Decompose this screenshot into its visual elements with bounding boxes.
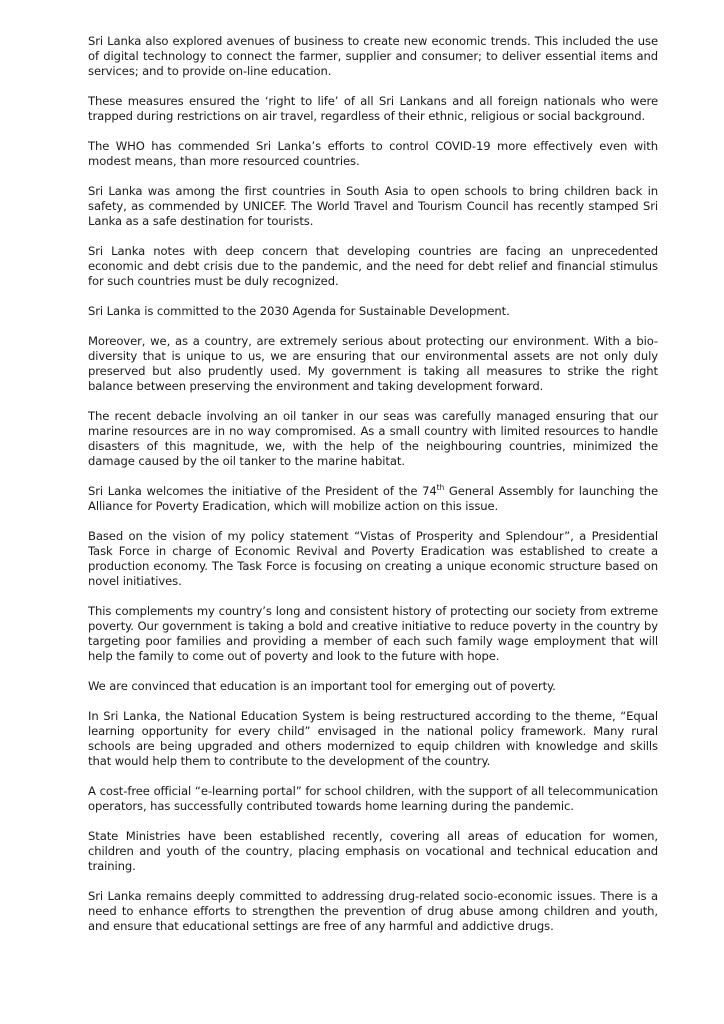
paragraph-state-ministries: State Ministries have been established recently, covering all areas of education for women, children and youth of the country, placing emphasis on vocational and technical education and training. xyxy=(88,829,658,873)
paragraph-environment: Moreover, we, as a country, are extremely serious about protecting our environment. With a bio-diversity that is unique to us, we are ensuring that our environmental assets are not only duly preserved but also prudently used. My government is taking all measures to strike the right balance between preserving the environment and taking development forward. xyxy=(88,334,658,393)
paragraph-poverty-history: This complements my country’s long and consistent history of protecting our society from extreme poverty. Our government is taking a bold and creative initiative to reduce poverty in the country by targeting poor families and providing a member of each such family wage employment that will help the family to come out of poverty and look to the future with hope. xyxy=(88,604,658,663)
paragraph-business-trends: Sri Lanka also explored avenues of business to create new economic trends. This included the use of digital technology to connect the farmer, supplier and consumer; to deliver essential items and services; and to provide on-line education. xyxy=(88,34,658,78)
paragraph-poverty-alliance xyxy=(88,484,658,514)
paragraph-oil-tanker: The recent debacle involving an oil tanker in our seas was carefully managed ensuring that our marine resources are in no way compromised. As a small country with limited resources to handle disasters of this magnitude, we, with the help of the neighbouring countries, minimized the damage caused by the oil tanker to the marine habitat. xyxy=(88,409,658,468)
paragraph-national-education: In Sri Lanka, the National Education System is being restructured according to the theme, “Equal learning opportunity for every child” envisaged in the national policy framework. Many rural schools are being upgraded and others modernized to equip children with knowledge and skills that would help them to contribute to the development of the country. xyxy=(88,709,658,768)
paragraph-text-before: Sri Lanka welcomes the initiative of the President of the 74 xyxy=(88,484,437,498)
paragraph-2030-agenda: Sri Lanka is committed to the 2030 Agenda for Sustainable Development. xyxy=(88,304,510,318)
paragraph-schools-reopening: Sri Lanka was among the first countries in South Asia to open schools to bring children back in safety, as commended by UNICEF. The World Travel and Tourism Council has recently stamped Sri Lanka as a safe destination for tourists. xyxy=(88,184,658,228)
document-page xyxy=(88,34,658,949)
paragraph-e-learning: A cost-free official “e-learning portal” for school children, with the support of all telecommunication operators, has successfully contributed towards home learning during the pandemic. xyxy=(88,784,658,813)
paragraph-text-after: General Assembly for launching the Alliance for Poverty Eradication, which will mobilize action on this issue. xyxy=(88,484,659,513)
paragraph-right-to-life: These measures ensured the ‘right to life’ of all Sri Lankans and all foreign nationals who were trapped during restrictions on air travel, regardless of their ethnic, religious or social background. xyxy=(88,94,658,123)
ordinal-superscript: th xyxy=(436,483,445,492)
paragraph-drug-issues: Sri Lanka remains deeply committed to addressing drug-related socio-economic issues. There is a need to enhance efforts to strengthen the prevention of drug abuse among children and youth, and ensure that educational settings are free of any harmful and addictive drugs. xyxy=(88,889,658,933)
paragraph-task-force: Based on the vision of my policy statement “Vistas of Prosperity and Splendour”, a Presidential Task Force in charge of Economic Revival and Poverty Eradication was established to create a production economy. The Task Force is focusing on creating a unique economic structure based on novel initiatives. xyxy=(88,529,658,588)
paragraph-who-commendation: The WHO has commended Sri Lanka’s efforts to control COVID-19 more effectively even with modest means, than more resourced countries. xyxy=(88,139,658,168)
paragraph-debt-crisis: Sri Lanka notes with deep concern that developing countries are facing an unprecedented economic and debt crisis due to the pandemic, and the need for debt relief and financial stimulus for such countries must be duly recognized. xyxy=(88,244,658,288)
paragraph-education-tool: We are convinced that education is an important tool for emerging out of poverty. xyxy=(88,679,556,693)
